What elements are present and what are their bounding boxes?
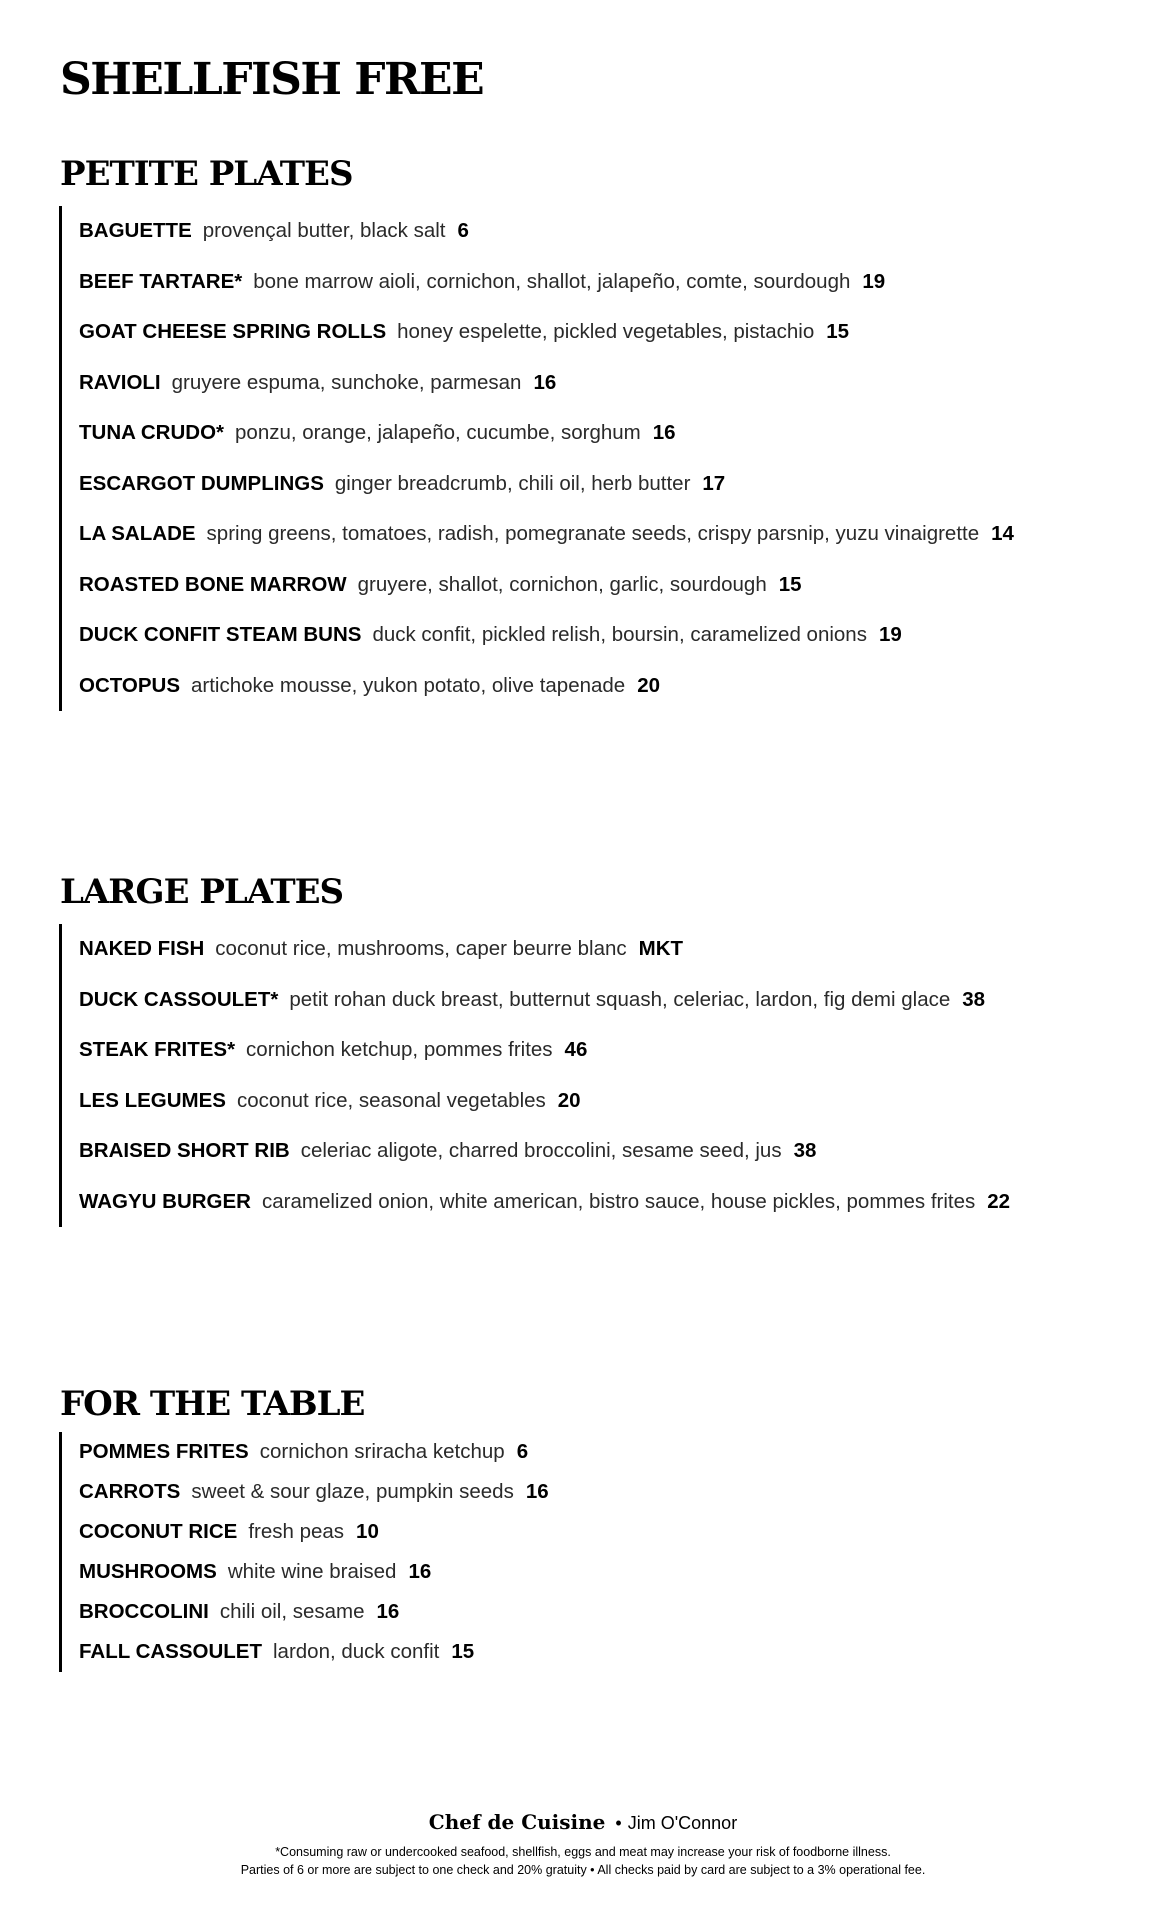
menu-item	[79, 1432, 1139, 1472]
item-description: artichoke mousse, yukon potato, olive tapenade	[191, 673, 626, 697]
menu-item	[79, 1632, 1139, 1672]
item-name: DUCK CONFIT STEAM BUNS	[79, 623, 362, 646]
item-name: WAGYU BURGER	[79, 1189, 251, 1213]
item-price: 16	[525, 1480, 549, 1503]
item-description: cornichon sriracha ketchup	[259, 1440, 505, 1463]
menu-item	[79, 1552, 1139, 1592]
item-name: ROASTED BONE MARROW	[79, 572, 347, 596]
item-price: 46	[564, 1038, 588, 1061]
item-price: 6	[516, 1440, 529, 1463]
item-name: LA SALADE	[79, 522, 196, 545]
page-title: SHELLFISH FREE	[60, 54, 484, 105]
item-name: MUSHROOMS	[79, 1560, 217, 1583]
item-price: 19	[878, 623, 902, 646]
item-description: spring greens, tomatoes, radish, pomegranate seeds, crispy parsnip, yuzu vinaigrette	[206, 522, 980, 545]
item-name: BEEF TARTARE*	[79, 269, 243, 293]
item-name: STEAK FRITES*	[79, 1038, 236, 1061]
for-the-table-list	[59, 1432, 1139, 1672]
chef-credit	[0, 1808, 1166, 1837]
chef-name: Jim O'Connor	[627, 1813, 738, 1833]
menu-item	[79, 1472, 1139, 1512]
section-heading-for-the-table: FOR THE TABLE	[60, 1384, 365, 1424]
item-price: 6	[457, 219, 469, 242]
item-description: honey espelette, pickled vegetables, pistachio	[397, 320, 815, 343]
item-price: 17	[702, 471, 726, 495]
item-price: 16	[408, 1560, 432, 1583]
item-price: 15	[451, 1640, 475, 1663]
item-description: sweet & sour glaze, pumpkin seeds	[191, 1480, 514, 1503]
item-name: TUNA CRUDO*	[79, 421, 225, 444]
menu-item	[79, 1592, 1139, 1632]
chef-title: Chef de Cuisine	[428, 1810, 606, 1834]
item-price: 38	[793, 1139, 817, 1162]
menu-item	[79, 560, 1139, 611]
item-name: CARROTS	[79, 1480, 181, 1503]
item-price: 15	[778, 572, 802, 596]
menu-item	[79, 408, 1139, 459]
item-name: GOAT CHEESE SPRING ROLLS	[79, 320, 387, 343]
item-name: BROCCOLINI	[79, 1600, 209, 1623]
item-description: lardon, duck confit	[273, 1640, 440, 1663]
item-description: cornichon ketchup, pommes frites	[246, 1038, 553, 1061]
item-price: 15	[826, 320, 850, 343]
item-description: caramelized onion, white american, bistro sauce, house pickles, pommes frites	[261, 1189, 976, 1213]
item-description: provençal butter, black salt	[202, 219, 446, 242]
menu-item	[79, 1076, 1139, 1127]
item-name: OCTOPUS	[79, 673, 180, 697]
item-description: white wine braised	[227, 1560, 397, 1583]
policy-text: Parties of 6 or more are subject to one check and 20% gratuity • All checks paid by card are subject to a 3% operational fee.	[240, 1863, 926, 1877]
item-price: 16	[376, 1600, 400, 1623]
item-name: ESCARGOT DUMPLINGS	[79, 471, 324, 495]
item-price: 16	[533, 370, 557, 394]
section-heading-large-plates: LARGE PLATES	[60, 872, 344, 912]
large-plates-list	[59, 924, 1139, 1227]
item-description: bone marrow aioli, cornichon, shallot, jalapeño, comte, sourdough	[253, 269, 851, 293]
item-name: LES LEGUMES	[79, 1088, 226, 1112]
item-price: 16	[652, 421, 676, 444]
item-description: fresh peas	[248, 1520, 345, 1543]
item-description: petit rohan duck breast, butternut squash, celeriac, lardon, fig demi glace	[289, 987, 951, 1011]
item-name: COCONUT RICE	[79, 1520, 238, 1543]
item-price: 19	[862, 269, 886, 293]
footer	[0, 1808, 1166, 1879]
menu-item	[79, 257, 1139, 308]
menu-item	[79, 1512, 1139, 1552]
item-name: BAGUETTE	[79, 219, 192, 242]
menu-item	[79, 307, 1139, 358]
item-description: gruyere, shallot, cornichon, garlic, sourdough	[357, 572, 767, 596]
item-price: MKT	[638, 937, 684, 960]
section-heading-petite-plates: PETITE PLATES	[60, 154, 353, 194]
item-description: duck confit, pickled relish, boursin, caramelized onions	[372, 623, 867, 646]
menu-item	[79, 1126, 1139, 1177]
menu-item	[79, 509, 1139, 560]
item-name: DUCK CASSOULET*	[79, 987, 279, 1011]
item-name: BRAISED SHORT RIB	[79, 1139, 290, 1162]
item-price: 10	[356, 1520, 379, 1543]
item-price: 14	[991, 522, 1014, 545]
menu-item	[79, 206, 1139, 257]
menu-item	[79, 924, 1139, 975]
item-name: FALL CASSOULET	[79, 1640, 262, 1663]
menu-item	[79, 1177, 1139, 1228]
menu-item	[79, 358, 1139, 409]
fine-print	[0, 1843, 1166, 1879]
item-name: POMMES FRITES	[79, 1440, 249, 1463]
item-price: 20	[637, 673, 661, 697]
item-description: ginger breadcrumb, chili oil, herb butter	[334, 471, 691, 495]
item-description: gruyere espuma, sunchoke, parmesan	[171, 370, 522, 394]
item-name: RAVIOLI	[79, 370, 161, 394]
disclaimer-text: *Consuming raw or undercooked seafood, shellfish, eggs and meat may increase your risk of foodborne illness.	[275, 1845, 891, 1859]
item-description: celeriac aligote, charred broccolini, sesame seed, jus	[300, 1139, 782, 1162]
menu-item	[79, 975, 1139, 1026]
item-description: coconut rice, seasonal vegetables	[236, 1088, 546, 1112]
item-price: 20	[557, 1088, 581, 1112]
item-description: coconut rice, mushrooms, caper beurre blanc	[215, 937, 627, 960]
separator: •	[615, 1813, 622, 1833]
item-description: chili oil, sesame	[219, 1600, 365, 1623]
petite-plates-list	[59, 206, 1139, 711]
item-price: 22	[987, 1189, 1011, 1213]
menu-item	[79, 1025, 1139, 1076]
menu-item	[79, 610, 1139, 661]
item-name: NAKED FISH	[79, 937, 205, 960]
menu-item	[79, 661, 1139, 712]
item-description: ponzu, orange, jalapeño, cucumbe, sorghum	[235, 421, 641, 444]
menu-item	[79, 459, 1139, 510]
item-price: 38	[962, 987, 986, 1011]
